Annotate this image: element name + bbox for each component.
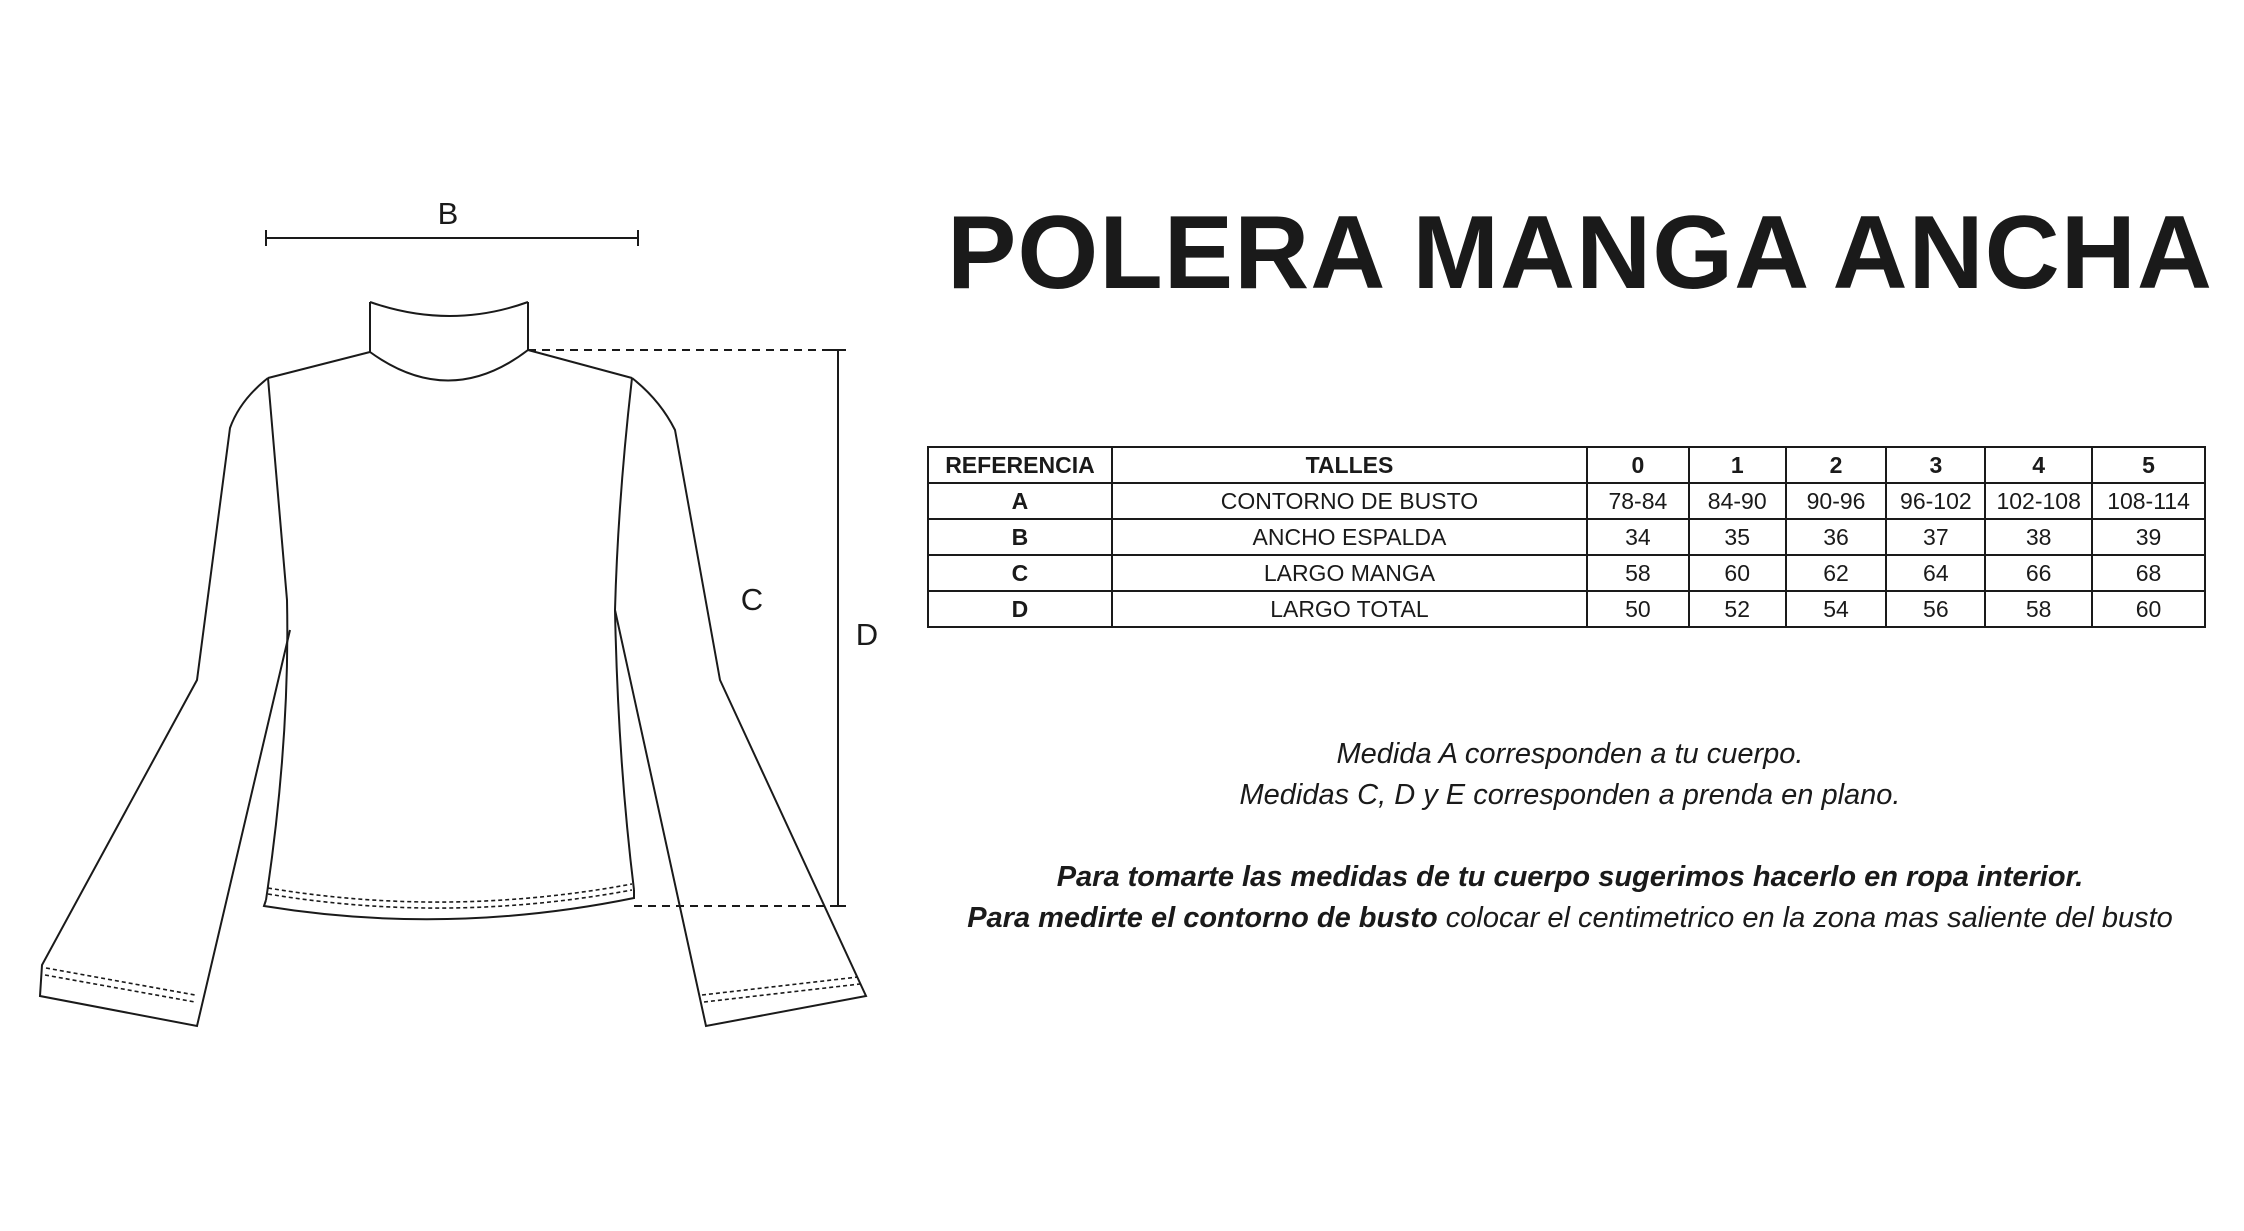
header-size-0: 0 xyxy=(1587,447,1689,483)
note-line-4-bold: Para medirte el contorno de busto xyxy=(967,902,1438,934)
row-value: 66 xyxy=(1985,555,2092,591)
row-value: 108-114 xyxy=(2092,483,2205,519)
row-name: LARGO TOTAL xyxy=(1112,591,1587,627)
header-size-4: 4 xyxy=(1985,447,2092,483)
page-title: POLERA MANGA ANCHA xyxy=(947,195,2213,311)
row-name: ANCHO ESPALDA xyxy=(1112,519,1587,555)
row-ref: C xyxy=(928,555,1112,591)
row-ref: B xyxy=(928,519,1112,555)
note-line-2: Medidas C, D y E corresponden a prenda en plano. xyxy=(1239,779,1901,811)
row-value: 37 xyxy=(1886,519,1985,555)
header-talles: TALLES xyxy=(1112,447,1587,483)
row-value: 96-102 xyxy=(1886,483,1985,519)
row-value: 84-90 xyxy=(1689,483,1786,519)
header-size-5: 5 xyxy=(2092,447,2205,483)
row-name: CONTORNO DE BUSTO xyxy=(1112,483,1587,519)
row-value: 34 xyxy=(1587,519,1689,555)
row-value: 36 xyxy=(1786,519,1887,555)
measure-label-c: C xyxy=(740,582,764,617)
row-value: 38 xyxy=(1985,519,2092,555)
row-value: 58 xyxy=(1587,555,1689,591)
row-name: LARGO MANGA xyxy=(1112,555,1587,591)
row-value: 58 xyxy=(1985,591,2092,627)
row-value: 50 xyxy=(1587,591,1689,627)
size-table xyxy=(927,446,2206,628)
row-value: 60 xyxy=(1689,555,1786,591)
measure-label-b: B xyxy=(437,196,459,231)
measure-label-d: D xyxy=(855,617,879,652)
header-referencia: REFERENCIA xyxy=(928,447,1112,483)
table-row xyxy=(928,591,2205,627)
row-value: 56 xyxy=(1886,591,1985,627)
note-line-4 xyxy=(930,898,2210,939)
measurement-notes xyxy=(930,734,2210,939)
row-value: 68 xyxy=(2092,555,2205,591)
row-value: 39 xyxy=(2092,519,2205,555)
header-size-2: 2 xyxy=(1786,447,1887,483)
garment-diagram xyxy=(0,0,900,1231)
row-value: 54 xyxy=(1786,591,1887,627)
row-value: 60 xyxy=(2092,591,2205,627)
header-size-3: 3 xyxy=(1886,447,1985,483)
table-row xyxy=(928,483,2205,519)
note-line-1: Medida A corresponden a tu cuerpo. xyxy=(1336,738,1804,770)
note-line-3-text: Para tomarte las medidas de tu cuerpo sugerimos hacerlo en ropa interior. xyxy=(1056,861,2084,893)
table-header-row xyxy=(928,447,2205,483)
row-value: 62 xyxy=(1786,555,1887,591)
row-ref: A xyxy=(928,483,1112,519)
row-value: 78-84 xyxy=(1587,483,1689,519)
row-value: 52 xyxy=(1689,591,1786,627)
note-line-3 xyxy=(930,857,2210,898)
table-row xyxy=(928,519,2205,555)
note-line-4-rest: colocar el centimetrico en la zona mas saliente del busto xyxy=(1437,902,2173,934)
row-value: 35 xyxy=(1689,519,1786,555)
row-value: 90-96 xyxy=(1786,483,1887,519)
row-value: 102-108 xyxy=(1985,483,2092,519)
row-value: 64 xyxy=(1886,555,1985,591)
header-size-1: 1 xyxy=(1689,447,1786,483)
row-ref: D xyxy=(928,591,1112,627)
table-row xyxy=(928,555,2205,591)
